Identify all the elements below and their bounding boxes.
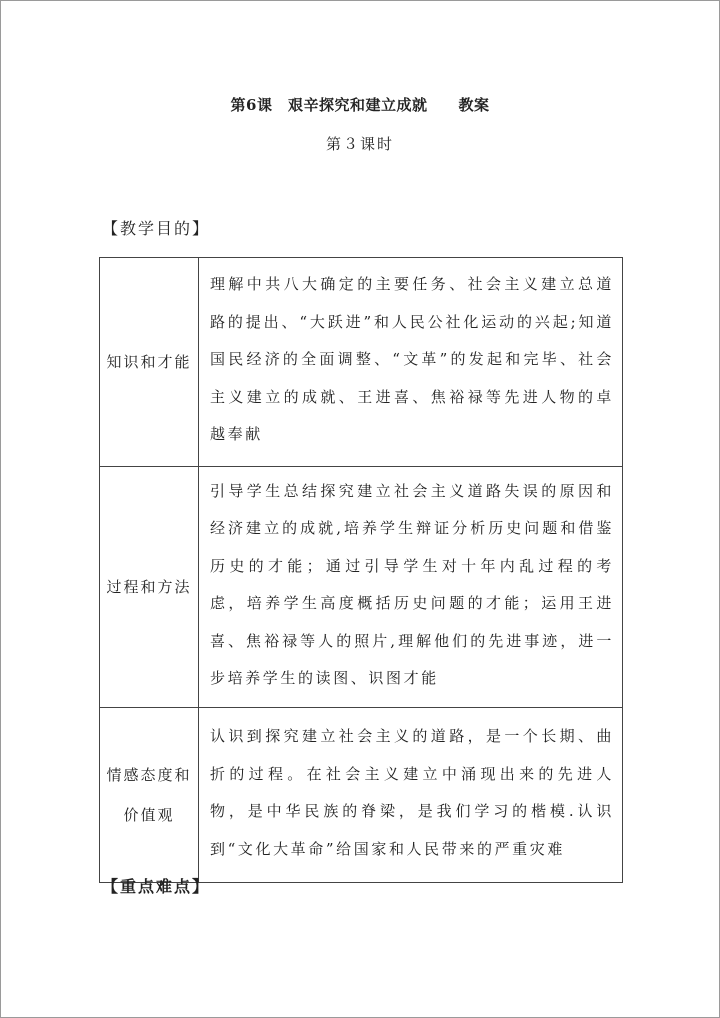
table-row [100, 708, 623, 883]
row-content-knowledge: 理解中共八大确定的主要任务、社会主义建立总道路的提出、“大跃进”和人民公社化运动的兴起;知道国民经济的全面调整、“文革”的发起和完毕、社会主义建立的成就、王进喜、焦裕禄等先进人物的卓越奉献 [199, 258, 623, 467]
row-label-emotion: 情感态度和价值观 [100, 708, 199, 883]
table-row [100, 258, 623, 467]
row-label-knowledge: 知识和才能 [100, 258, 199, 467]
objectives-table [99, 257, 623, 883]
document-subtitle: 第３课时 [325, 135, 394, 153]
row-label-process: 过程和方法 [100, 467, 199, 708]
key-difficulties-heading: 【重点难点】 [102, 877, 211, 896]
teaching-objectives-heading: 【教学目的】 [102, 219, 211, 238]
row-content-process: 引导学生总结探究建立社会主义道路失误的原因和经济建立的成就,培养学生辩证分析历史问题和借鉴历史的才能；通过引导学生对十年内乱过程的考虑，培养学生高度概括历史问题的才能；运用王进喜、焦裕禄等人的照片,理解他们的先进事迹，进一步培养学生的读图、识图才能 [199, 467, 623, 708]
table-row [100, 467, 623, 708]
document-title: 第6课 艰辛探究和建立成就 教案 [230, 96, 490, 114]
row-content-emotion: 认识到探究建立社会主义的道路，是一个长期、曲折的过程。在社会主义建立中涌现出来的先进人物，是中华民族的脊梁，是我们学习的楷模.认识到“文化大革命”给国家和人民带来的严重灾难 [199, 708, 623, 883]
